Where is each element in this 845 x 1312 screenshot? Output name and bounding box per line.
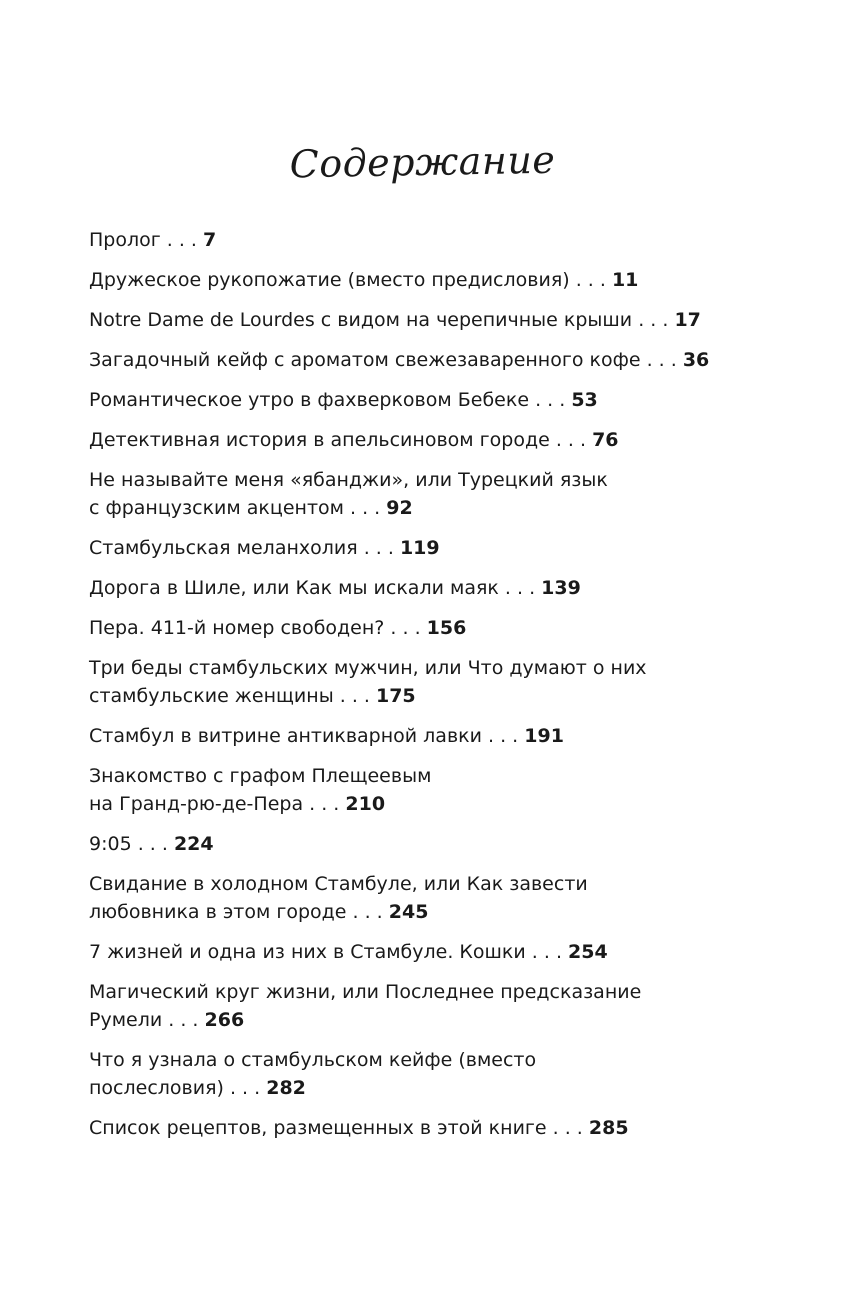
toc-leader-dots: . . .	[346, 901, 389, 923]
toc-entry	[89, 266, 809, 294]
toc-page-number: 245	[388, 901, 429, 923]
toc-entry	[89, 938, 809, 966]
toc-entry-title: Знакомство с графом Плещеевым	[89, 765, 432, 787]
toc-entry-title: стамбульские женщины	[89, 685, 334, 707]
toc-entry-line	[89, 614, 809, 642]
toc-leader-dots: . . .	[343, 497, 387, 519]
toc-page-number: 17	[674, 309, 701, 331]
toc-leader-dots: . . .	[498, 577, 542, 599]
toc-page-number: 285	[588, 1117, 629, 1139]
toc-entry-line	[89, 938, 809, 966]
toc-leader-dots: . . .	[303, 793, 346, 815]
toc-leader-dots: . . .	[549, 429, 593, 451]
toc-page-number: 11	[611, 269, 639, 291]
toc-page-number: 92	[386, 497, 413, 519]
toc-entry	[89, 306, 809, 334]
toc-entry-line	[89, 978, 809, 1006]
toc-entry-title: 9:05	[89, 833, 132, 855]
toc-entry	[89, 830, 809, 858]
toc-leader-dots: . . .	[481, 725, 525, 747]
toc-entry-title: Пролог	[89, 229, 161, 251]
toc-entry-line	[89, 682, 809, 710]
toc-leader-dots: . . .	[640, 349, 683, 371]
toc-entry	[89, 722, 809, 750]
toc-entry-line	[89, 534, 809, 562]
toc-leader-dots: . . .	[357, 537, 400, 559]
toc-entry-title: Загадочный кейф с ароматом свежезаваренного кофе	[89, 349, 641, 371]
toc-page-number: 266	[204, 1009, 245, 1031]
toc-entry-line	[89, 426, 809, 454]
toc-page-number: 175	[375, 685, 416, 707]
toc-page-number: 156	[426, 617, 467, 639]
toc-entry	[89, 346, 809, 374]
toc-entry	[89, 226, 809, 254]
toc-entry-line	[89, 898, 809, 926]
toc-entry-title: Детективная история в апельсиновом городе	[89, 429, 550, 451]
toc-entry-title: Магический круг жизни, или Последнее предсказание	[89, 981, 642, 1003]
toc-entry-title: Пера. 411-й номер свободен?	[89, 617, 385, 639]
toc-leader-dots: . . .	[223, 1077, 267, 1099]
toc-entry	[89, 466, 809, 522]
toc-leader-dots: . . .	[569, 269, 612, 291]
toc-leader-dots: . . .	[333, 685, 376, 707]
toc-entry-line	[89, 1006, 809, 1034]
toc-entry-title: Романтическое утро в фахверковом Бебеке	[89, 389, 530, 411]
toc-entry-line	[89, 654, 809, 682]
toc-entry-title: Не называйте меня «ябанджи», или Турецкий язык	[89, 469, 608, 491]
toc-entry-line	[89, 346, 809, 374]
toc-leader-dots: . . .	[384, 617, 427, 639]
toc-leader-dots: . . .	[160, 229, 204, 251]
toc-entry-line	[89, 226, 809, 254]
toc-entry-line	[89, 574, 809, 602]
toc-entry-line	[89, 762, 809, 790]
toc-page-number: 36	[682, 349, 710, 371]
toc-entry-line	[89, 306, 809, 334]
toc-leader-dots: . . .	[632, 309, 675, 331]
toc-page-number: 76	[592, 429, 619, 451]
toc-entry-title: Дружеское рукопожатие (вместо предисловия)	[89, 269, 570, 291]
toc-entry-title: 7 жизней и одна из них в Стамбуле. Кошки	[89, 941, 526, 963]
toc-page-number: 282	[266, 1077, 306, 1099]
toc-entry-title: Notre Dame de Lourdes с видом на черепичные крыши	[89, 309, 633, 331]
toc-entry-line	[89, 266, 809, 294]
toc-entry	[89, 1046, 809, 1102]
toc-entry-line	[89, 386, 809, 414]
toc-page-number: 119	[399, 537, 440, 559]
toc-entry	[89, 426, 809, 454]
toc-page-number: 191	[524, 725, 564, 747]
toc-entry-title: Румели	[89, 1009, 163, 1031]
toc-leader-dots: . . .	[529, 389, 572, 411]
toc-entry	[89, 534, 809, 562]
toc-page-number: 210	[345, 793, 386, 815]
toc-page-number: 53	[571, 389, 598, 411]
toc-entry-line	[89, 494, 809, 522]
toc-entry-line	[89, 722, 809, 750]
toc-entry-title: Список рецептов, размещенных в этой книге	[89, 1117, 547, 1139]
toc-entry	[89, 654, 809, 710]
toc-entry	[89, 870, 809, 926]
toc-entry-line	[89, 870, 809, 898]
toc-leader-dots: . . .	[131, 833, 174, 855]
toc-page-number: 139	[541, 577, 581, 599]
toc-entry-title: Дорога в Шиле, или Как мы искали маяк	[89, 577, 499, 599]
toc-entry	[89, 978, 809, 1034]
table-of-contents	[89, 226, 809, 1154]
toc-entry	[89, 386, 809, 414]
toc-entry-title: Свидание в холодном Стамбуле, или Как завести	[89, 873, 588, 895]
toc-leader-dots: . . .	[162, 1009, 205, 1031]
toc-entry-line	[89, 830, 809, 858]
toc-page-number: 254	[568, 941, 608, 963]
toc-entry-title: любовника в этом городе	[89, 901, 347, 923]
toc-entry	[89, 614, 809, 642]
toc-entry	[89, 574, 809, 602]
toc-leader-dots: . . .	[546, 1117, 589, 1139]
toc-entry-title: Стамбульская меланхолия	[89, 537, 358, 559]
toc-leader-dots: . . .	[525, 941, 569, 963]
toc-page-number: 7	[203, 229, 217, 251]
toc-entry-title: Стамбул в витрине антикварной лавки	[89, 725, 482, 747]
toc-entry-title: Что я узнала о стамбульском кейфе (вместо	[89, 1049, 537, 1071]
toc-entry-title: с французским акцентом	[89, 497, 344, 519]
toc-entry	[89, 762, 809, 818]
toc-entry-title: Три беды стамбульских мужчин, или Что думают о них	[89, 657, 647, 679]
toc-entry-line	[89, 1114, 809, 1142]
toc-entry	[89, 1114, 809, 1142]
page-title: Содержание	[289, 137, 556, 187]
toc-entry-title: на Гранд-рю-де-Пера	[89, 793, 304, 815]
toc-page-number: 224	[173, 833, 214, 855]
toc-entry-line	[89, 466, 809, 494]
toc-entry-line	[89, 1074, 809, 1102]
toc-entry-title: послесловия)	[89, 1077, 224, 1099]
toc-entry-line	[89, 1046, 809, 1074]
toc-entry-line	[89, 790, 809, 818]
